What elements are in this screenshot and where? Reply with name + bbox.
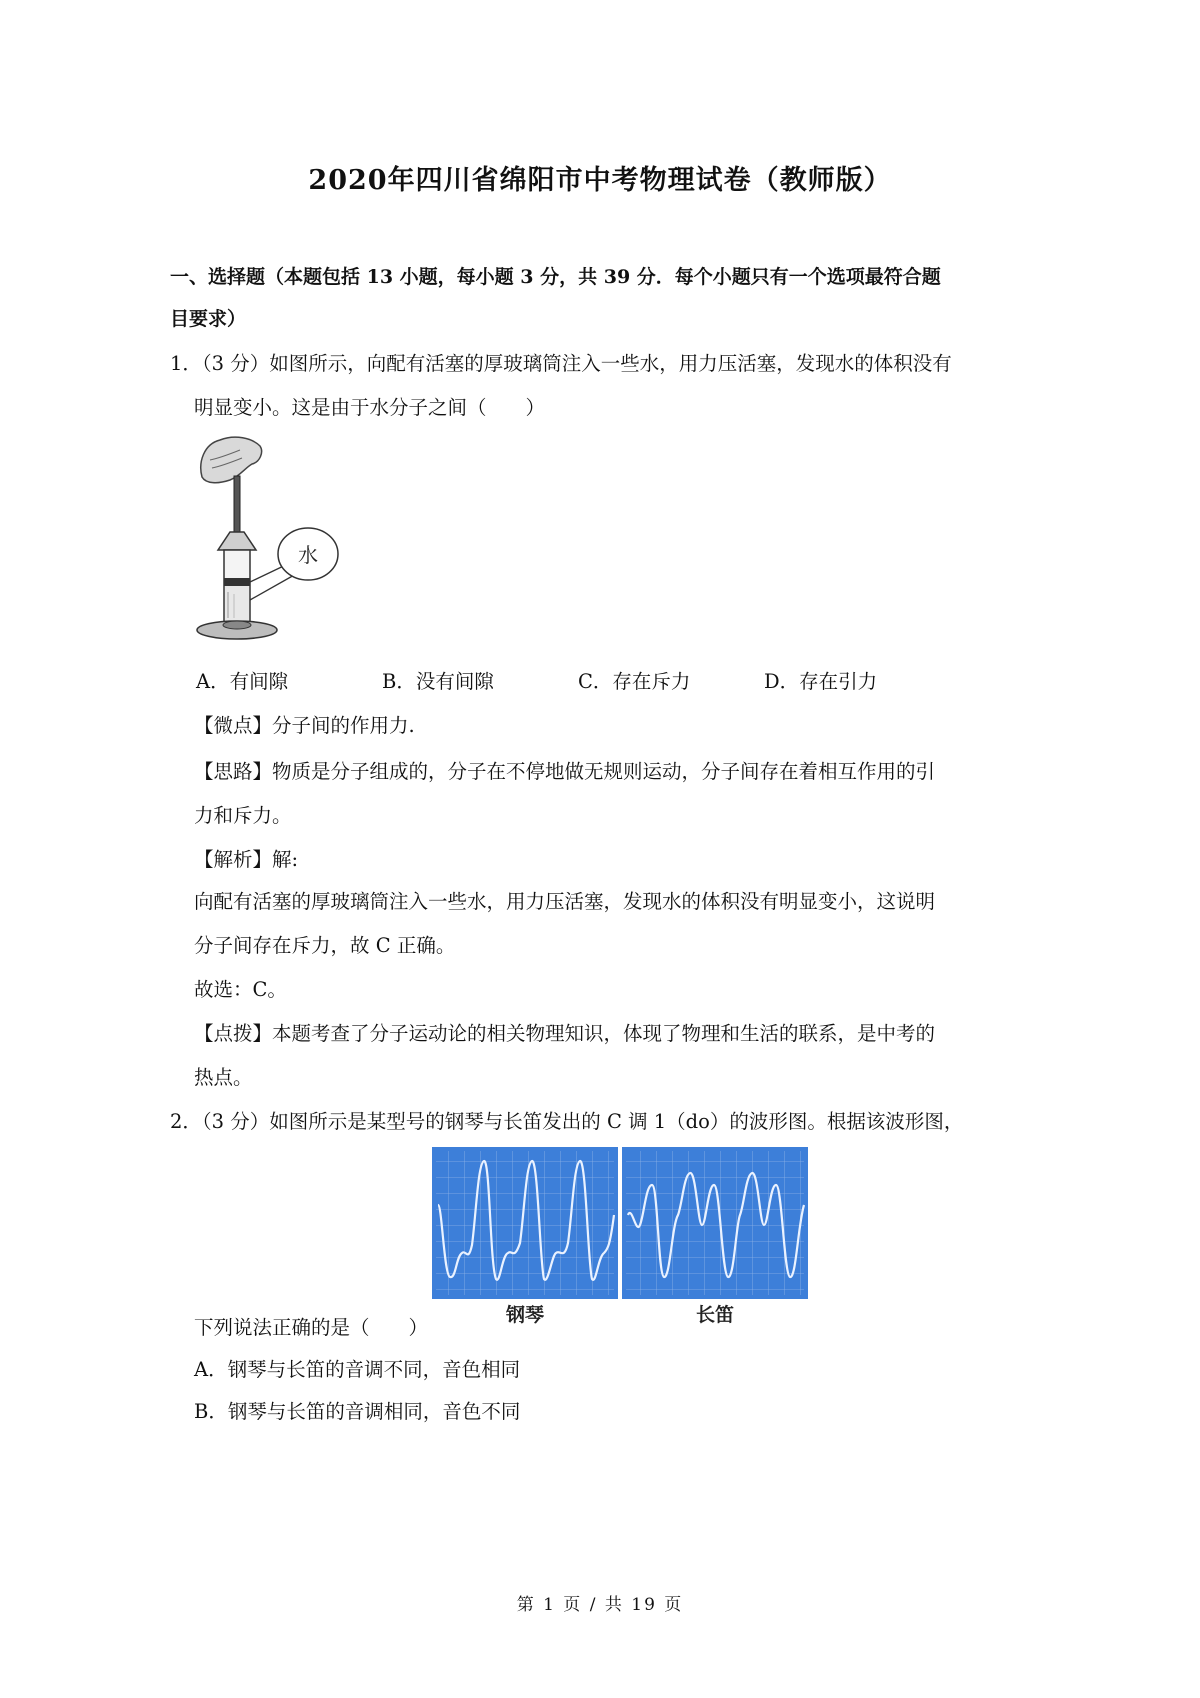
syringe-figure [190,432,360,647]
q1-stem-line1: 1．（3 分）如图所示，向配有活塞的厚玻璃筒注入一些水，用力压活塞，发现水的体积没有 [170,352,952,375]
q1-dianbo-line1: 【点拨】本题考查了分子运动论的相关物理知识，体现了物理和生活的联系，是中考的 [194,1022,936,1045]
q1-jiexi: 【解析】解: [194,848,299,871]
q1-silu-line1: 【思路】物质是分子组成的，分子在不停地做无规则运动，分子间存在着相互作用的引 [194,760,936,783]
q1-weidian: 【微点】分子间的作用力. [194,714,415,737]
q2-stem-line1: 2．（3 分）如图所示是某型号的钢琴与长笛发出的 C 调 1（do）的波形图。根据该波形图， [170,1110,964,1133]
piano-label: 钢琴 [505,1304,545,1326]
q2-option-b: B．钢琴与长笛的音调相同，音色不同 [194,1400,521,1423]
cylinder-cap [218,532,256,550]
q1-option-b: B．没有间隙 [382,670,494,693]
water [225,586,249,621]
q1-option-c: C．存在斥力 [578,670,691,693]
flute-label: 长笛 [695,1304,735,1326]
q1-option-d: D．存在引力 [764,670,878,693]
q1-option-a: A．有间隙 [196,670,289,693]
q1-dianbo-line2: 热点。 [194,1066,253,1089]
q1-analysis-line1: 向配有活塞的厚玻璃筒注入一些水，用力压活塞，发现水的体积没有明显变小，这说明 [194,890,936,913]
hand-icon [201,437,262,483]
q1-stem-line2: 明显变小。这是由于水分子之间（ ） [194,396,546,419]
q1-silu-line2: 力和斥力。 [194,804,292,827]
piston-rod [234,476,240,532]
page-footer: 第 1 页 / 共 19 页 [516,1595,684,1615]
page-title: 2020年四川省绵阳市中考物理试卷（教师版） [308,165,892,196]
section-heading-line1: 一、选择题（本题包括 13 小题，每小题 3 分，共 39 分．每个小题只有一个选项最符合题 [170,266,941,288]
piston [224,578,250,586]
q1-answer: 故选：C。 [194,978,287,1001]
water-label: 水 [298,543,318,567]
waveform-figure [432,1145,808,1331]
q1-analysis-line2: 分子间存在斥力，故 C 正确。 [194,934,456,957]
q2-stem-line2: 下列说法正确的是（ ） [194,1316,429,1339]
q2-option-a: A．钢琴与长笛的音调不同，音色相同 [194,1358,521,1381]
section-heading-line2: 目要求） [170,308,247,330]
